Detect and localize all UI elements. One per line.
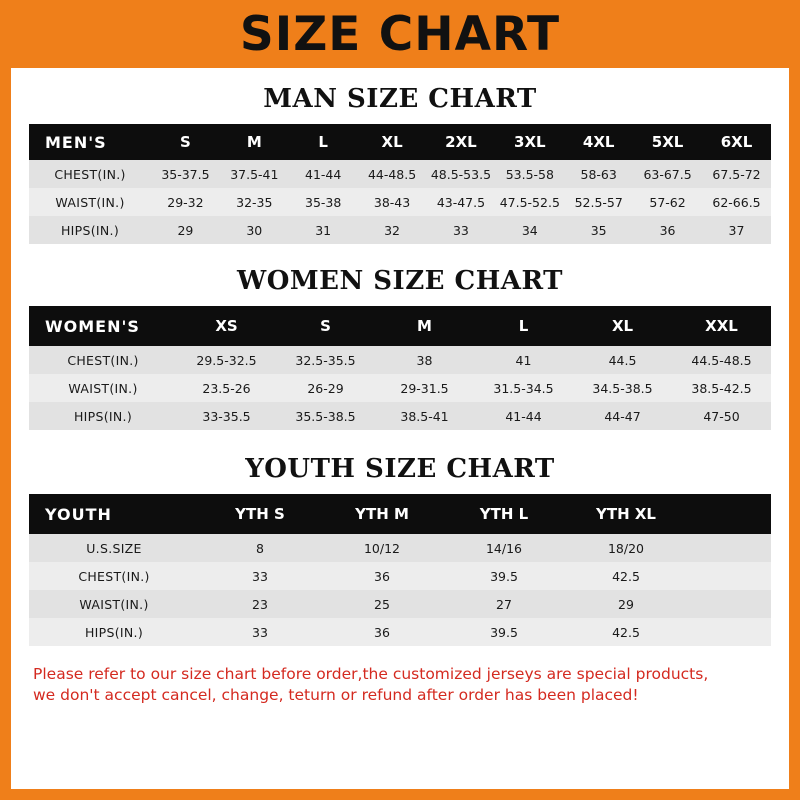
table-row [29, 346, 771, 374]
row-label: U.S.SIZE [29, 534, 199, 562]
table-cell: 27 [443, 590, 565, 618]
table-cell: 41 [474, 346, 573, 374]
size-header-cell: YTH L [443, 494, 565, 534]
table-cell: 35 [564, 216, 633, 244]
table-header-row [29, 494, 771, 534]
man-size-chart-section [11, 84, 789, 244]
table-cell: 8 [199, 534, 321, 562]
table-header-row [29, 124, 771, 160]
table-row [29, 374, 771, 402]
table-cell: 44.5-48.5 [672, 346, 771, 374]
table-cell: 25 [321, 590, 443, 618]
table-row [29, 188, 771, 216]
table-cell: 41-44 [474, 402, 573, 430]
table-row [29, 618, 771, 646]
table-cell: 43-47.5 [427, 188, 496, 216]
table-cell: 33-35.5 [177, 402, 276, 430]
size-header-cell: YTH XL [565, 494, 687, 534]
table-cell: 47-50 [672, 402, 771, 430]
size-header-cell: XL [573, 306, 672, 346]
row-label: HIPS(IN.) [29, 618, 199, 646]
table-cell-spacer [687, 618, 771, 646]
table-row [29, 402, 771, 430]
row-label: WAIST(IN.) [29, 590, 199, 618]
size-header-cell: 6XL [702, 124, 771, 160]
table-cell: 34.5-38.5 [573, 374, 672, 402]
table-cell: 29-32 [151, 188, 220, 216]
table-cell: 32.5-35.5 [276, 346, 375, 374]
women-size-chart-section [11, 266, 789, 430]
table-cell: 31 [289, 216, 358, 244]
table-cell: 33 [427, 216, 496, 244]
women-size-table [29, 306, 771, 430]
size-header-cell: XXL [672, 306, 771, 346]
youth-size-table [29, 494, 771, 646]
table-cell: 32-35 [220, 188, 289, 216]
page-banner [11, 0, 789, 68]
table-cell: 44-48.5 [358, 160, 427, 188]
table-corner-label: YOUTH [29, 494, 199, 534]
row-label: CHEST(IN.) [29, 346, 177, 374]
table-cell: 41-44 [289, 160, 358, 188]
size-header-cell: M [375, 306, 474, 346]
size-header-spacer [687, 494, 771, 534]
table-cell: 42.5 [565, 562, 687, 590]
table-cell: 52.5-57 [564, 188, 633, 216]
table-cell: 39.5 [443, 562, 565, 590]
table-cell: 53.5-58 [495, 160, 564, 188]
table-cell: 10/12 [321, 534, 443, 562]
row-label: HIPS(IN.) [29, 216, 151, 244]
row-label: CHEST(IN.) [29, 160, 151, 188]
size-header-cell: L [474, 306, 573, 346]
row-label: HIPS(IN.) [29, 402, 177, 430]
table-cell: 35.5-38.5 [276, 402, 375, 430]
table-cell: 29 [565, 590, 687, 618]
table-cell: 36 [321, 562, 443, 590]
table-row [29, 590, 771, 618]
youth-size-chart-section [11, 454, 789, 646]
table-row [29, 534, 771, 562]
size-header-cell: 5XL [633, 124, 702, 160]
table-cell: 32 [358, 216, 427, 244]
page-title: SIZE CHART [239, 6, 561, 62]
table-cell: 63-67.5 [633, 160, 702, 188]
table-cell: 18/20 [565, 534, 687, 562]
size-header-cell: 2XL [427, 124, 496, 160]
table-cell: 38.5-41 [375, 402, 474, 430]
table-cell: 35-37.5 [151, 160, 220, 188]
size-header-cell: 4XL [564, 124, 633, 160]
table-cell-spacer [687, 534, 771, 562]
size-header-cell: XS [177, 306, 276, 346]
table-cell: 34 [495, 216, 564, 244]
table-cell: 37 [702, 216, 771, 244]
row-label: CHEST(IN.) [29, 562, 199, 590]
footnote-line-1: Please refer to our size chart before order,the customized jerseys are special products, [33, 665, 709, 683]
table-cell: 30 [220, 216, 289, 244]
women-section-title: WOMEN SIZE CHART [237, 266, 563, 296]
table-cell: 42.5 [565, 618, 687, 646]
table-cell: 36 [321, 618, 443, 646]
table-row [29, 562, 771, 590]
table-cell: 39.5 [443, 618, 565, 646]
row-label: WAIST(IN.) [29, 374, 177, 402]
size-header-cell: M [220, 124, 289, 160]
table-cell: 26-29 [276, 374, 375, 402]
table-cell: 38-43 [358, 188, 427, 216]
table-cell: 62-66.5 [702, 188, 771, 216]
table-cell: 29.5-32.5 [177, 346, 276, 374]
man-size-table [29, 124, 771, 244]
table-cell: 38 [375, 346, 474, 374]
footnote-line-2: we don't accept cancel, change, teturn or refund after order has been placed! [33, 686, 639, 705]
table-cell: 14/16 [443, 534, 565, 562]
size-header-cell: S [276, 306, 375, 346]
table-cell: 36 [633, 216, 702, 244]
table-header-row [29, 306, 771, 346]
table-cell: 35-38 [289, 188, 358, 216]
man-section-title: MAN SIZE CHART [263, 84, 537, 114]
table-cell: 44.5 [573, 346, 672, 374]
table-corner-label: WOMEN'S [29, 306, 177, 346]
size-header-cell: L [289, 124, 358, 160]
size-header-cell: 3XL [495, 124, 564, 160]
table-cell: 38.5-42.5 [672, 374, 771, 402]
table-cell: 44-47 [573, 402, 672, 430]
table-row [29, 160, 771, 188]
size-header-cell: YTH S [199, 494, 321, 534]
table-cell: 23 [199, 590, 321, 618]
table-cell-spacer [687, 562, 771, 590]
table-cell: 31.5-34.5 [474, 374, 573, 402]
size-header-cell: XL [358, 124, 427, 160]
table-cell: 57-62 [633, 188, 702, 216]
table-cell: 23.5-26 [177, 374, 276, 402]
table-cell: 58-63 [564, 160, 633, 188]
table-cell-spacer [687, 590, 771, 618]
table-cell: 67.5-72 [702, 160, 771, 188]
table-cell: 33 [199, 562, 321, 590]
size-header-cell: YTH M [321, 494, 443, 534]
table-corner-label: MEN'S [29, 124, 151, 160]
table-row [29, 216, 771, 244]
youth-section-title: YOUTH SIZE CHART [245, 454, 555, 484]
table-cell: 29 [151, 216, 220, 244]
footnote [33, 664, 767, 707]
row-label: WAIST(IN.) [29, 188, 151, 216]
table-cell: 37.5-41 [220, 160, 289, 188]
table-cell: 48.5-53.5 [427, 160, 496, 188]
table-cell: 33 [199, 618, 321, 646]
table-cell: 47.5-52.5 [495, 188, 564, 216]
table-cell: 29-31.5 [375, 374, 474, 402]
size-header-cell: S [151, 124, 220, 160]
